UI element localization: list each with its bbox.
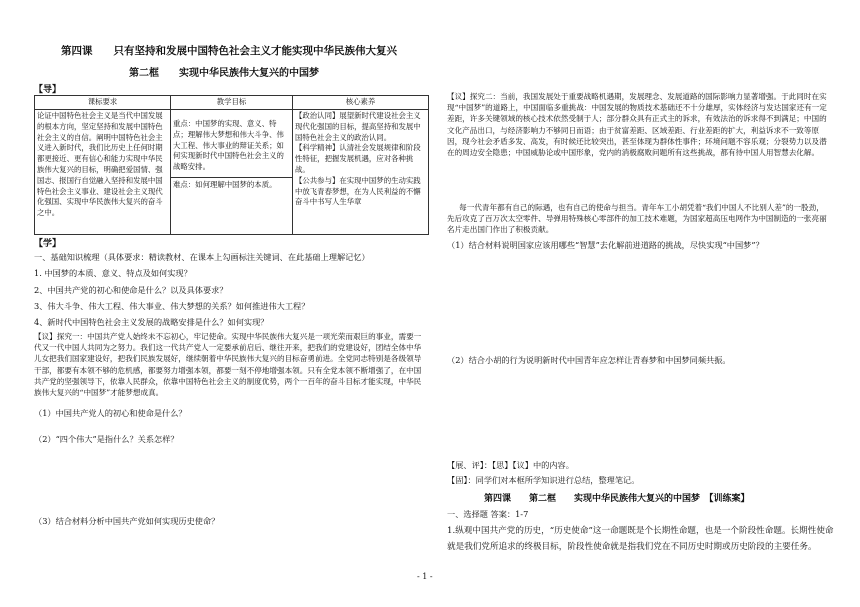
explore-one-q2: （2）“四个伟大”是指什么？关系怎样？: [34, 434, 179, 444]
goals-difficulty: 难点：如何理解中国梦的本质。: [171, 177, 292, 191]
learn-label: 【学】: [34, 239, 62, 249]
page-number: - 1 -: [417, 572, 433, 581]
question-4: 4、新时代中国特色社会主义发展的战略安排是什么？如何实现？: [34, 317, 269, 327]
guide-label: 【导】: [34, 85, 62, 95]
explore-two-paragraph-2: 每一代青年都有自己的际遇，也有自己的使命与担当。青年车工小胡凭着“我们中国人不比别人差”的一股劲，先后攻克了百万次太空零件、导弹用特殊核心零部件的加工技术难题，为国家超高压电网作为中国制造的一张亮丽名片走出国门作出了积极贡献。: [447, 203, 827, 235]
question-2: 2、中国共产党的初心和使命是什么？以及具体要求？: [34, 285, 228, 295]
explore-two-q1: （1）结合材料说明国家应该用哪些“智慧”去化解前进道路的挑战，尽快实现“中国梦”？: [447, 240, 764, 250]
training-item-1: 1.纵观中国共产党的历史，“历史使命”这一命题既是个长期性命题，也是一个阶段性命题。长期性使命就是我们党所追求的终极目标，阶段性使命就是指我们党在不同历史时期或历史阶段的主要任务。: [447, 526, 834, 552]
question-3: 3、伟大斗争、伟大工程、伟大事业、伟大梦想的关系？如何推进伟大工程？: [34, 301, 310, 311]
literacy-participation: 【公共参与】在实现中国梦的生动实践中放飞青春梦想，在为人民利益的不懈奋斗中书写人生华章: [295, 175, 421, 207]
table-header-standards: 课标要求: [35, 96, 171, 110]
goals-key-points: 重点：中国梦的实现、意义、特点；理解伟大梦想和伟大斗争、伟大工程、伟大事业的辩证关系；如何实现新时代中国特色社会主义的战略安排。: [173, 119, 284, 172]
table-cell-goals: [171, 110, 293, 235]
literacy-political: 【政治认同】展望新时代建设社会主义现代化强国的目标，提高坚持和发展中国特色社会主义的政治认同。: [295, 111, 421, 142]
explore-one-q1: （1）中国共产党人的初心和使命是什么？: [34, 408, 187, 418]
lesson-title: 第四课 只有坚持和发展中国特色社会主义才能实现中华民族伟大复兴: [61, 45, 397, 57]
review-line-1: 【展、评】：【思】【议】中的内容。: [447, 460, 574, 470]
explore-two-paragraph-1: 【议】探究二：当前，我国发展处于重要战略机遇期，发展理念、发展道路的国际影响力显著增强。于此同时在实现“中国梦”的道路上，中国面临多重挑战：中国发展的物质技术基础还不十分雄厚，实体经济与发达国家还有一定差距，许多关键领域的核心技术依然受制于人；部分群众具有正式主的诉求，有效法治的诉求得不到满足；中国的文化产品出口，与经济影响力不够同日而语；由于贫富差距、区域差距、行业差距的扩大，利益诉求不一致等原因，现今社会矛盾多发、高发，有时候还比较突出，甚至体现为群体性事件；环境问题不容乐观；分裂势力以及潜在的周边安全隐患；中国威胁论或中国形象，党内的消极腐败问题所有这些挑战，都有待中国人用智慧去化解。: [447, 92, 827, 158]
explore-two-q2: （2）结合小胡的行为说明新时代中国青年应怎样让青春梦和中国梦同频共振。: [447, 355, 731, 365]
literacy-science: 【科学精神】认清社会发展规律和阶段性特征，把握发展机遇，应对各种挑战。: [295, 143, 421, 174]
training-section: 一、选择题 答案：1-7: [447, 509, 529, 519]
objectives-table: [34, 95, 429, 235]
explore-one-q3: （3）结合材料分析中国共产党如何实现历史使命？: [34, 516, 220, 526]
table-cell-standards: 论证中国特色社会主义是当代中国发展的根本方向，坚定坚持和发展中国特色社会主义的自信。阐明中国特色社会主义进入新时代，我们比历史上任何时期都更接近、更有信心和能力实现中华民族伟大复兴的目标，明确把爱国情、强国志、报国行自觉融入坚持和发展中国特色社会主义事业、建设社会主义现代化强国、实现中华民族伟大复兴的奋斗之中。: [35, 110, 171, 235]
table-cell-literacy: [293, 110, 429, 235]
frame-title: 第二框 实现中华民族伟大复兴的中国梦: [129, 68, 319, 79]
learn-intro: 一、基础知识梳理（具体要求：精读教材、在课本上勾画标注关键词、在此基础上理解记忆）: [34, 252, 370, 262]
question-1: 1. 中国梦的本质、意义、特点及如何实现？: [34, 268, 192, 278]
table-header-literacy: 核心素养: [293, 96, 429, 110]
training-title: 第四课 第二框 实现中华民族伟大复兴的中国梦 【训练案】: [484, 494, 750, 504]
review-line-2: 【固】：同学们对本框所学知识进行总结，整理笔记。: [447, 475, 640, 485]
explore-one-text: 【议】探究一：中国共产党人始终未不忘初心，牢记使命。实现中华民族伟大复兴是一项光荣而艰巨的事业，需要一代又一代中国人共同为之努力。我们这一代共产党人一定要承前启后、继往开来，把我们的党建设好，团结全体中华儿女把我们国家建设好，把我们民族发展好，继续朝着中华民族伟大复兴的目标奋勇前进。全党同志特别是各级领导干部，都要有本领不够的危机感，都要努力增强本领，都要一刻不停地增强本领。只有全党本领不断增强了，在中国共产党的坚强领导下，依靠人民群众，依靠中国特色社会主义的制度优势，两个一百年的奋斗目标才能实现，中华民族伟大复兴的“中国梦”才能梦想成真。: [34, 332, 422, 398]
table-header-goals: 教学目标: [171, 96, 293, 110]
